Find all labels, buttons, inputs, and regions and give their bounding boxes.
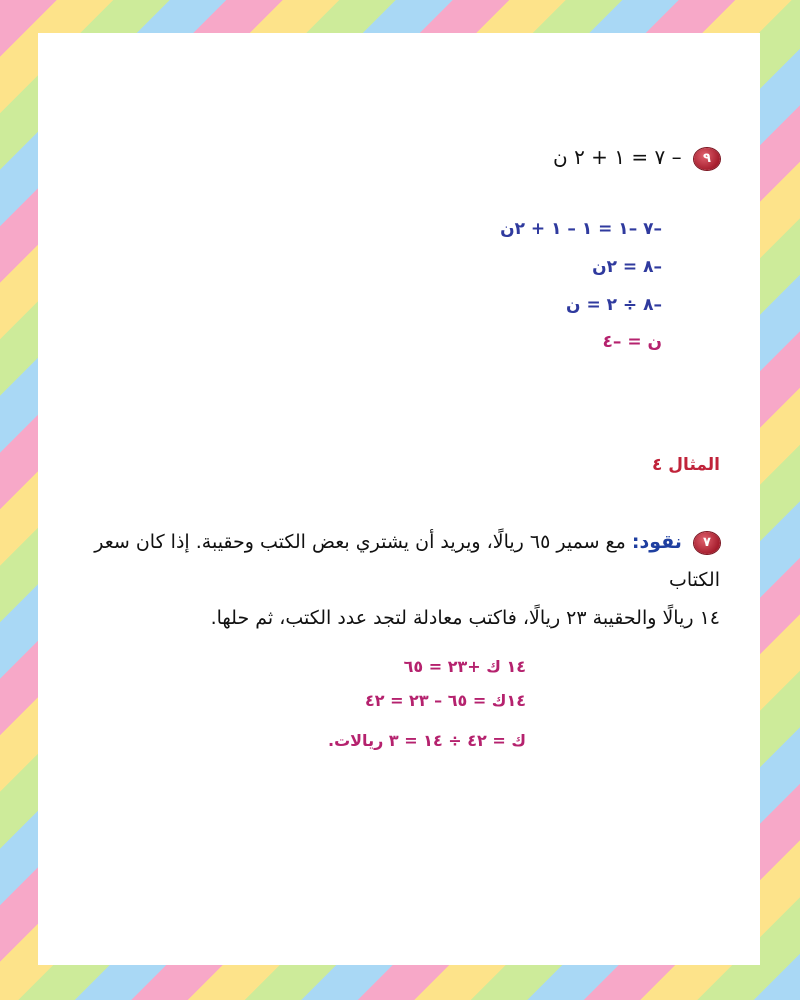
solution-step: ن = –٤: [602, 332, 662, 352]
problem-number-badge: ٧: [694, 532, 720, 554]
worksheet-page: [38, 33, 760, 965]
example-title: المثال ٤: [652, 455, 720, 475]
solution-step: –٨ ÷ ٢ = ن: [566, 295, 662, 315]
problem-label: نقود:: [631, 531, 682, 553]
problem-equation: – ٧ = ١ + ٢ ن: [553, 145, 682, 169]
solution-step: ١٤ك = ٦٥ – ٢٣ = ٤٢: [364, 691, 526, 710]
solution-step: –٧ –١ = ١ – ١ + ٢ن: [500, 219, 662, 239]
problem-9: [553, 145, 720, 170]
solution-step: –٨ = ٢ن: [592, 257, 662, 277]
problem-7: [70, 523, 720, 637]
solution-step: ١٤ ك +٢٣ = ٦٥: [403, 657, 526, 676]
solution-step: ك = ٤٢ ÷ ١٤ = ٣ ريالات.: [327, 731, 526, 750]
problem-text: مع سمير ٦٥ ريالًا، ويريد أن يشتري بعض الكتب وحقيبة. إذا كان سعر الكتاب: [94, 531, 720, 591]
problem-text-line: ١٤ ريالًا والحقيبة ٢٣ ريالًا، فاكتب معادلة لتجد عدد الكتب، ثم حلها.: [210, 607, 720, 629]
problem-text-line: [70, 523, 720, 599]
problem-number-badge: ٩: [694, 148, 720, 170]
